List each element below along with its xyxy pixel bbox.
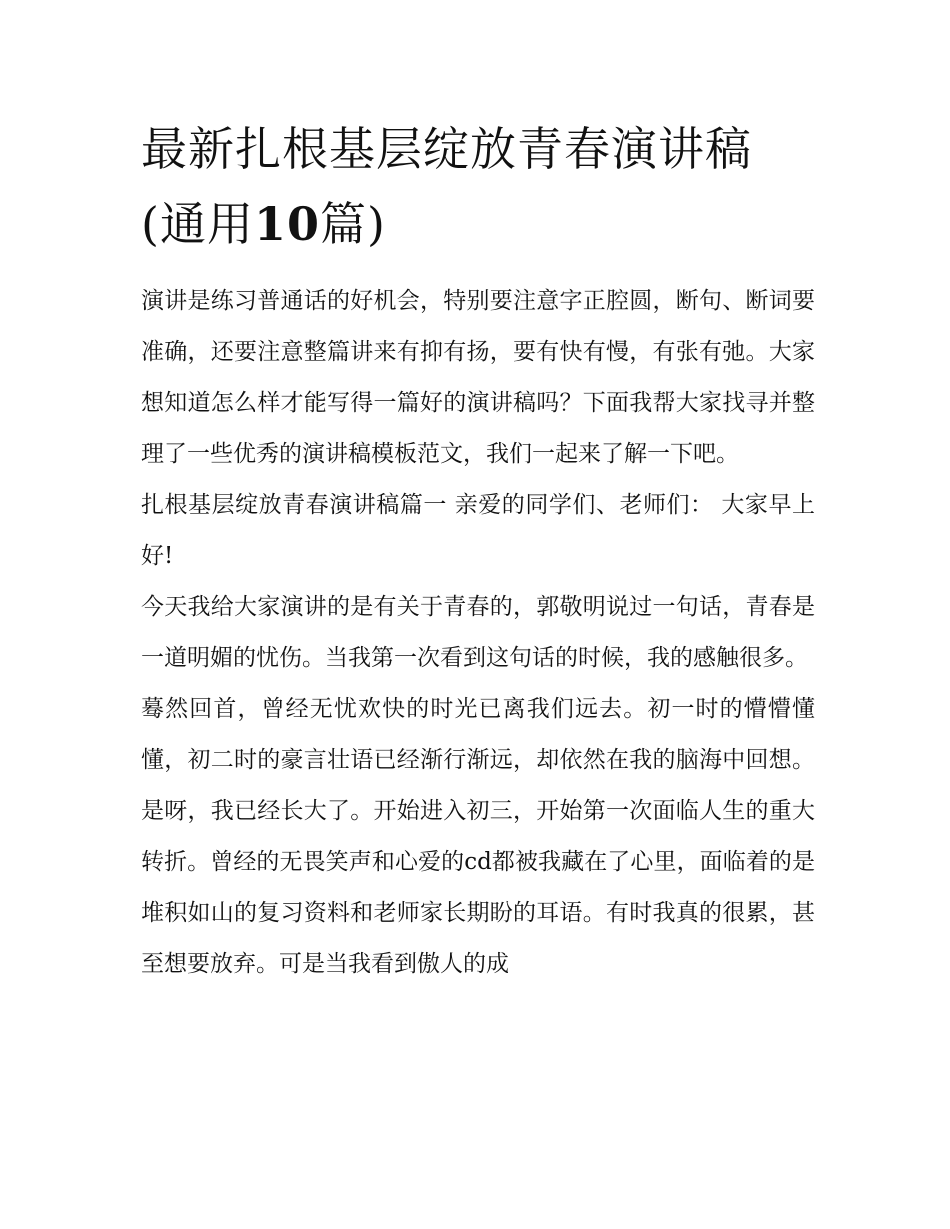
title-main: 最新扎根基层绽放青春演讲稿	[141, 122, 752, 176]
intro-paragraph: 演讲是练习普通话的好机会，特别要注意字正腔圆，断句、断词要准确，还要注意整篇讲来有抑有扬，要有快有慢，有张有弛。大家想知道怎么样才能写得一篇好的演讲稿吗？下面我帮大家找寻并整理了一些优秀的演讲稿模板范文，我们一起来了解一下吧。	[141, 288, 815, 467]
document-title	[141, 112, 821, 262]
title-paren-close: 篇)	[319, 197, 386, 251]
title-count: 10	[253, 197, 320, 251]
body-paragraph: 蓦然回首，曾经无忧欢快的时光已离我们远去。初一时的懵懵懂懂，初二时的豪言壮语已经渐行渐远，却依然在我的脑海中回想。是呀，我已经长大了。开始进入初三，开始第一次面临人生的重大转折。曾经的无畏笑声和心爱的cd都被我藏在了心里，面临着的是堆积如山的复习资料和老师家长期盼的耳语。有时我真的很累，甚至想要放弃。可是当我看到傲人的成	[141, 696, 815, 977]
document-body	[141, 276, 815, 990]
title-paren-open: (通用	[141, 197, 254, 251]
speech-heading-paragraph: 扎根基层绽放青春演讲稿篇一 亲爱的同学们、老师们： 大家早上好!	[141, 492, 815, 569]
body-paragraph: 今天我给大家演讲的是有关于青春的，郭敬明说过一句话，青春是一道明媚的忧伤。当我第一次看到这句话的时候，我的感触很多。	[141, 594, 815, 671]
